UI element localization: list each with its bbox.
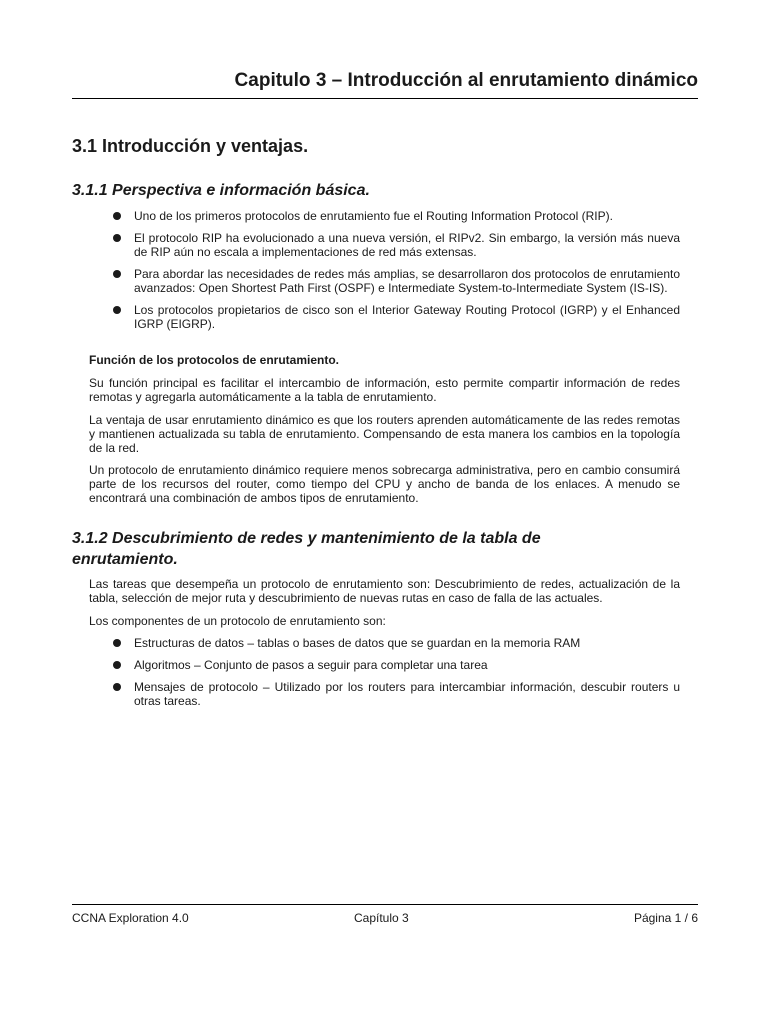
bullet-icon [113, 234, 121, 242]
section-title: 3.1 Introducción y ventajas. [72, 136, 309, 156]
function-heading: Función de los protocolos de enrutamiento. [89, 353, 340, 367]
bullet-icon [113, 639, 121, 647]
list-item-text: Para abordar las necesidades de redes más amplias, se desarrollaron dos protocolos de enrutamiento avanzados: Open Shortest Path First (OSPF) e Intermediate System-to-Intermediate System (IS-IS). [134, 267, 680, 295]
page-footer [72, 904, 698, 925]
list-item [110, 680, 680, 708]
list-item-text: Los protocolos propietarios de cisco son el Interior Gateway Routing Protocol (IGRP) y el Enhanced IGRP (EIGRP). [134, 303, 680, 331]
list-item-text: Algoritmos – Conjunto de pasos a seguir para completar una tarea [134, 658, 488, 672]
footer-course: CCNA Exploration 4.0 [72, 911, 189, 925]
page-header: Capitulo 3 – Introducción al enrutamiento dinámico [72, 70, 698, 99]
list-item-text: El protocolo RIP ha evolucionado a una nueva versión, el RIPv2. Sin embargo, la versión más nueva de RIP aún no escala a implementaciones de red más extensas. [134, 231, 680, 259]
list-item [110, 209, 680, 223]
footer-chapter: Capítulo 3 [354, 911, 409, 925]
list-item-text: Mensajes de protocolo – Utilizado por los routers para intercambiar información, descubir routers u otras tareas. [134, 680, 680, 708]
bullet-icon [113, 683, 121, 691]
list-item [110, 636, 680, 650]
paragraph: La ventaja de usar enrutamiento dinámico es que los routers aprenden automáticamente de las redes remotas y mantienen actualizada su tabla de enrutamiento. Compensando de esta manera los cambios en la topología de la red. [89, 413, 680, 455]
paragraph: Su función principal es facilitar el intercambio de información, esto permite compartir información de redes remotas y agregarla automáticamente a la tabla de enrutamiento. [89, 376, 680, 404]
bullet-icon [113, 212, 121, 220]
paragraph: Las tareas que desempeña un protocolo de enrutamiento son: Descubrimiento de redes, actualización de la tabla, selección de mejor ruta y descubrimiento de nuevas rutas en caso de falla de las actuales. [89, 577, 680, 605]
list-item [110, 658, 680, 672]
list-item [110, 267, 680, 295]
bullet-icon [113, 270, 121, 278]
paragraph: Los componentes de un protocolo de enrutamiento son: [89, 614, 386, 628]
subsection-title-2: 3.1.2 Descubrimiento de redes y mantenimiento de la tabla de enrutamiento. [72, 530, 541, 568]
bullet-list-2 [110, 636, 680, 716]
list-item-text: Uno de los primeros protocolos de enrutamiento fue el Routing Information Protocol (RIP). [134, 209, 613, 223]
bullet-icon [113, 661, 121, 669]
list-item [110, 231, 680, 259]
bullet-list-1 [110, 209, 680, 339]
paragraph: Un protocolo de enrutamiento dinámico requiere menos sobrecarga administrativa, pero en cambio consumirá parte de los recursos del router, como tiempo del CPU y ancho de banda de los enlaces. A menudo se encontrará una combinación de ambos tipos de enrutamiento. [89, 463, 680, 505]
list-item-text: Estructuras de datos – tablas o bases de datos que se guardan en la memoria RAM [134, 636, 581, 650]
bullet-icon [113, 306, 121, 314]
list-item [110, 303, 680, 331]
footer-page-number: Página 1 / 6 [633, 911, 698, 925]
subsection-title-1: 3.1.1 Perspectiva e información básica. [72, 182, 370, 199]
